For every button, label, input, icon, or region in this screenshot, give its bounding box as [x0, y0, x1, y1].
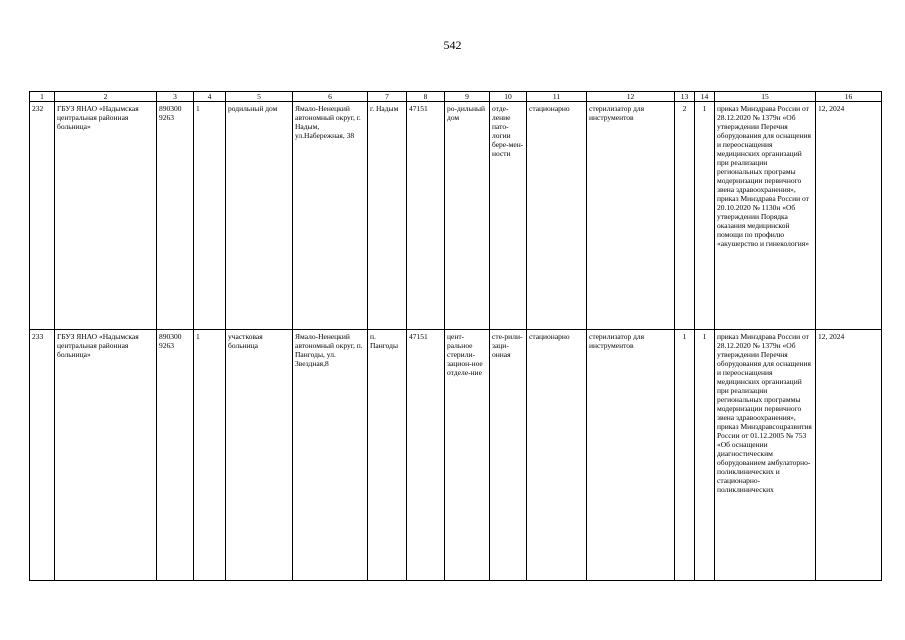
facility-type: участковая больница	[226, 330, 293, 581]
deadline: 12, 2024	[816, 102, 882, 330]
inn-code: 890300 9263	[157, 102, 194, 330]
column-number: 9	[445, 92, 490, 102]
column-number: 7	[368, 92, 407, 102]
equipment-name: стерилизатор для инструментов	[587, 330, 675, 581]
table-row	[30, 330, 882, 581]
row-number: 232	[30, 102, 55, 330]
column-number: 10	[490, 92, 527, 102]
organization-name: ГБУЗ ЯНАО «Надымская центральная районная больница»	[55, 102, 157, 330]
column-number: 6	[293, 92, 368, 102]
quantity-col13: 1	[675, 330, 695, 581]
quantity-col14: 1	[695, 102, 715, 330]
organization-name: ГБУЗ ЯНАО «Надымская центральная районная больница»	[55, 330, 157, 581]
page-number: 542	[443, 38, 462, 52]
column-number: 4	[194, 92, 226, 102]
column-number: 3	[157, 92, 194, 102]
column-number: 8	[407, 92, 445, 102]
quantity-col14: 1	[695, 330, 715, 581]
column-number: 11	[527, 92, 587, 102]
address: Ямало-Ненецкий автономный округ, г. Надым, ул.Набережная, 38	[293, 102, 368, 330]
locality: г. Надым	[368, 102, 407, 330]
cell-col4: 1	[194, 102, 226, 330]
row-number: 233	[30, 330, 55, 581]
equipment-registry-table	[29, 91, 882, 581]
address: Ямало-Ненецкий автономный округ, п. Пангоды, ул. Звездная,8	[293, 330, 368, 581]
locality: п. Пангоды	[368, 330, 407, 581]
code: 47151	[407, 102, 445, 330]
column-number: 2	[55, 92, 157, 102]
subdivision: цент-ральное стерили-зацион-ное отделе-ние	[445, 330, 490, 581]
subdivision: ро-дильный дом	[445, 102, 490, 330]
department: сте-рили-заци-онная	[490, 330, 527, 581]
column-number: 1	[30, 92, 55, 102]
equipment-name: стерилизатор для инструментов	[587, 102, 675, 330]
code: 47151	[407, 330, 445, 581]
table-row	[30, 102, 882, 330]
column-number-row	[30, 92, 882, 102]
care-conditions: стационарно	[527, 102, 587, 330]
column-number: 14	[695, 92, 715, 102]
column-number: 5	[226, 92, 293, 102]
cell-col4: 1	[194, 330, 226, 581]
column-number: 15	[715, 92, 816, 102]
quantity-col13: 2	[675, 102, 695, 330]
department: отде-ление пато-логии бере-мен-ности	[490, 102, 527, 330]
column-number: 16	[816, 92, 882, 102]
regulatory-basis: приказ Минздрава России от 28.12.2020 № 1379н «Об утверждении Перечня оборудования для оснащения и переоснащения медицинских организаций при реализации региональных програмы модернизации первичного звена здравоохранения», приказ Минздрава России от 20.10.2020 № 1130н «Об утверждении Порядка оказания медицинской помощи по профилю «акушерство и гинекология»	[715, 102, 816, 330]
column-number: 12	[587, 92, 675, 102]
deadline: 12, 2024	[816, 330, 882, 581]
column-number: 13	[675, 92, 695, 102]
inn-code: 890300 9263	[157, 330, 194, 581]
care-conditions: стационарно	[527, 330, 587, 581]
facility-type: родильный дом	[226, 102, 293, 330]
regulatory-basis: приказ Минздрава России от 28.12.2020 № 1379н «Об утверждении Перечня оборудования для оснащения и переоснащения медицинских организаций при реализации региональных программы модернизации первичного звена здравоохранения», приказ Минздравсоцразвития России от 01.12.2005 № 753 «Об оснащении диагностическим оборудованием амбулаторно-поликлинических и стационарно-поликлинических	[715, 330, 816, 581]
